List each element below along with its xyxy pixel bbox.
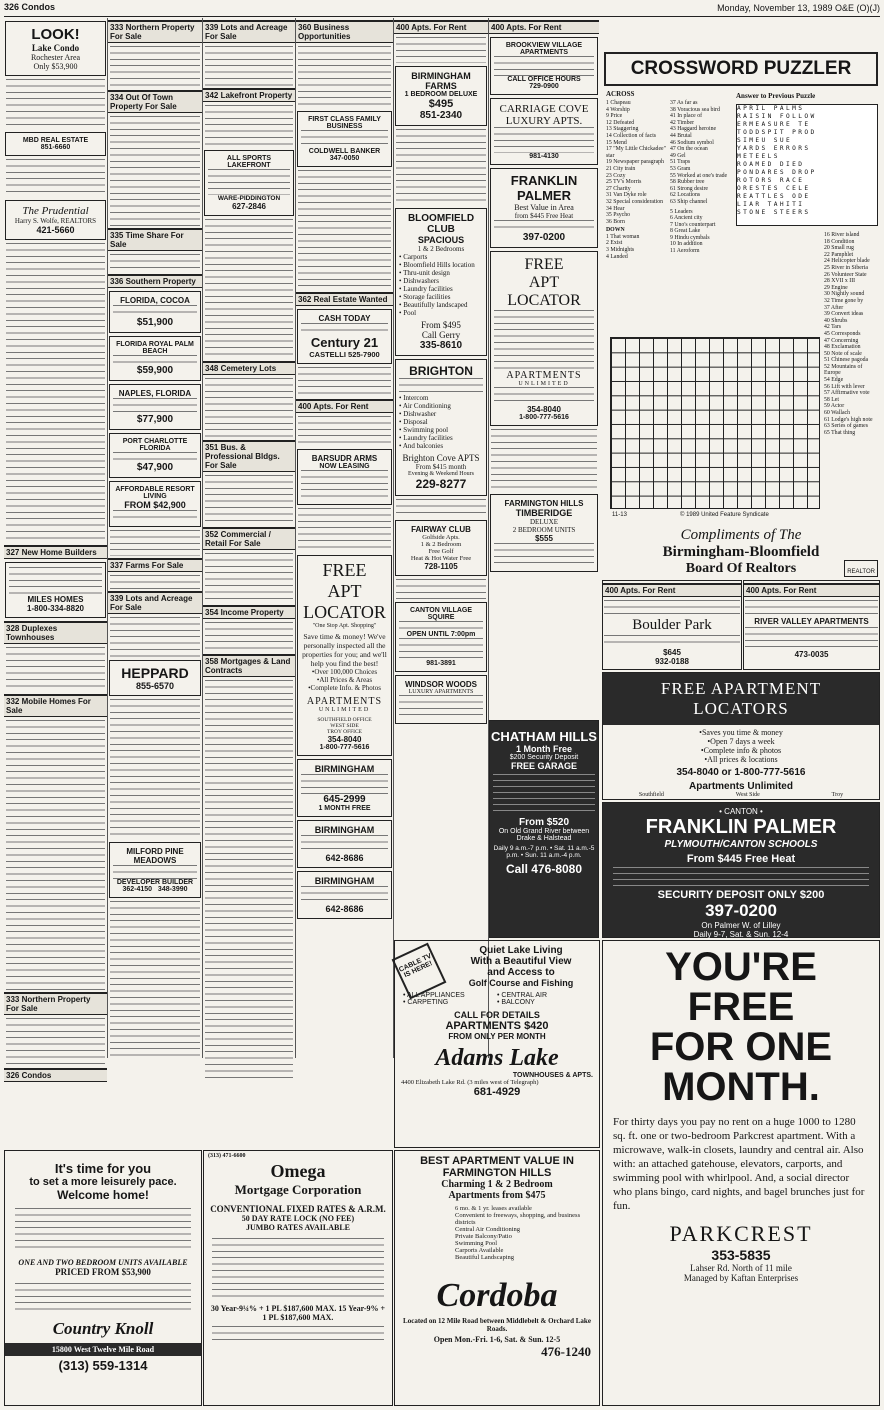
windsor-woods-ad: WINDSOR WOODS LUXURY APARTMENTS: [395, 675, 487, 724]
category-header: 358 Mortgages & Land Contracts: [203, 654, 295, 677]
column-5: [394, 18, 489, 1058]
parkcrest-logo: PARKCREST: [669, 1221, 813, 1246]
category-header: 333 Northern Property For Sale: [108, 20, 202, 43]
category-header: 351 Bus. & Professional Bldgs. For Sale: [203, 440, 295, 472]
category-header: 339 Lots and Acreage For Sale: [108, 591, 202, 614]
miles-homes-ad: [5, 562, 106, 618]
category-header: 400 Apts. For Rent: [296, 399, 393, 413]
look-headline: LOOK!: [31, 26, 80, 43]
century21-ad: CASH TODAY Century 21 CASTELLI 525-7900: [297, 309, 392, 364]
cordoba-logo: Cordoba: [436, 1277, 558, 1314]
miles-name: MILES HOMES: [27, 595, 84, 604]
bloomfield-club-ad: BLOOMFIELD CLUB SPACIOUS 1 & 2 Bedrooms • Carports • Bloomfield Hills location • Thru-unit design • Dishwashers • Laundry facilities • Storage facilities • Beautifully landscaped • Pool From $495 Call Gerry 335-8610: [395, 208, 487, 356]
category-header: 337 Farms For Sale: [108, 558, 202, 572]
prudential-phone: 421-5660: [36, 225, 75, 235]
listing-text: [6, 79, 105, 129]
first-class-ad: FIRST CLASS FAMILY BUSINESS COLDWELL BANKER 347-0050: [297, 111, 392, 167]
affordable-resort-ad: AFFORDABLE RESORT LIVING FROM $42,900: [109, 481, 201, 527]
category-header: 332 Mobile Homes For Sale: [4, 694, 107, 717]
column-6: [489, 18, 599, 738]
page-header: [4, 2, 880, 17]
category-header: 352 Commercial / Retail For Sale: [203, 527, 295, 550]
across-clues: 1 Chapeau 4 Worship 9 Price 12 Defeated 13 Staggering 14 Collection of facts 15 Mend 17 "My Little Chickadee" star 19 Newspaper paragraph 21 City train 23 Cozy 25 TV's Morris 27 Charity 31 Van Dyke role 32 Special consideration 34 Hear 35 Psycho 36 Born DOWN 1 That woman 2 Exist 3 Midnights 4 Landed: [606, 100, 666, 260]
free-apartment-locators-ad: FREE APARTMENT LOCATORS •Saves you time & money •Open 7 days a week •Complete info & photos •All prices & locations 354-8040 or 1-800-777-5616 Apartments Unlimited Southfield West Side Troy: [602, 672, 880, 800]
section-label: 326 Condos: [4, 2, 56, 12]
farmington-timberidge-ad: FARMINGTON HILLS TIMBERIDGE DELUXE 2 BEDROOM UNITS $555: [490, 494, 598, 572]
category-header: 336 Southern Property: [108, 274, 202, 288]
edition-tag: (O)(J): [856, 3, 880, 13]
category-header: 362 Real Estate Wanted: [296, 292, 393, 306]
category-header: 328 Duplexes Townhouses: [4, 621, 107, 644]
miles-phone: 1-800-334-8820: [27, 604, 84, 613]
milford-pine-ad: MILFORD PINE MEADOWS DEVELOPER BUILDER 362-4150 348-3990: [109, 842, 201, 898]
category-header: 348 Cemetery Lots: [203, 361, 295, 375]
column-1: [4, 18, 108, 1080]
crossword-grid[interactable]: [610, 337, 820, 509]
column-2: [108, 18, 203, 1058]
birmingham-3-ad: BIRMINGHAM 642-8686: [297, 871, 392, 919]
across-clues-2: 37 As far as 38 Voracious sea bird 41 In place of 42 Timber 43 Haggard heroine 44 Brutal 46 Sodium symbol 47 On the ocean 49 Gel 51 Traps 53 Gram 55 Worked at one's trade 58 Rubber tree 61 Strong desire 62 Locations 63 Ship channel 5 Leaders 6 Ancient city 7 Uno's counterpart 8 Great Lake 9 Hindu cymbals 10 In addition 11 Aeroform: [670, 100, 728, 255]
all-sports-ad: ALL SPORTS LAKEFRONT WARE-PIDDINGTON 627-2846: [204, 150, 294, 216]
answer-rows: APRIL PALMS RAISIN FOLLOW ERMEASURE TE TODDSPIT PROD SIMEU SUE YARDS ERRORS METEELS ROAMED DIED PONDARES DROP ROTORS RACE ORESTES CELE REATTLES ODE LIAR TAHITI STONE STEERS: [736, 104, 878, 226]
birmingham-2-ad: BIRMINGHAM 642-8686: [297, 820, 392, 868]
free-apt-locator-small: FREE APT LOCATOR APARTMENTS UNLIMITED 354-8040 1-800-777-5616: [490, 251, 598, 426]
port-charlotte-ad: PORT CHARLOTTE FLORIDA $47,900: [109, 433, 201, 478]
omega-mortgage-ad: (313) 471-6600 Omega Mortgage Corporation CONVENTIONAL FIXED RATES & A.R.M. 50 DAY RATE LOCK (NO FEE) JUMBO RATES AVAILABLE 30 Year-9¼% + 1 PL $187,600 MAX. 15 Year-9% + 1 PL $187,600 MAX.: [203, 1150, 393, 1406]
omega-logo: Omega: [270, 1161, 326, 1181]
brookview-ad: BROOKVIEW VILLAGE APARTMENTS CALL OFFICE HOURS 729-0900: [490, 37, 598, 95]
chatham-hills-ad: CHATHAM HILLS 1 Month Free $200 Security Deposit FREE GARAGE From $520 On Old Grand River between Drake & Halstead Daily 9 a.m.-7 p.m. • Sat. 11 a.m.-5 p.m. • Sun. 11 a.m.-4 p.m. Call 476-8080: [489, 720, 599, 938]
mbd-phone: 851-6660: [40, 144, 71, 151]
category-header: 339 Lots and Acreage For Sale: [203, 20, 295, 43]
country-knoll-ad: It's time for you to set a more leisurely pace. Welcome home! ONE AND TWO BEDROOM UNITS AVAILABLE PRICED FROM $53,900 Country Knoll 15800 West Twelve Mile Road (313) 559-1314: [4, 1150, 202, 1406]
category-header: 333 Northern Property For Sale: [4, 992, 107, 1015]
category-header: 326 Condos: [4, 1068, 107, 1082]
prudential-agent: Harry S. Wolfe, REALTORS: [14, 217, 97, 225]
look-lake-condo-ad: [5, 21, 106, 76]
listing-text: [6, 647, 105, 692]
canton-village-ad: CANTON VILLAGE SQUIRE OPEN UNTIL 7:00pm 981-3891: [395, 602, 487, 672]
free-apt-locator-ad: FREE APT LOCATOR "One Stop Apt. Shopping" Save time & money! We've personally inspected all the properties for you; and we'll help you find the best! •Over 100,000 Choices •All Prices & Areas •Complete Info. & Photos APARTMENTS UNLIMITED SOUTHFIELD OFFICE WEST SIDE TROY OFFICE 354-8040 1-800-777-5616: [297, 555, 392, 756]
category-header: 327 New Home Builders: [4, 545, 107, 559]
franklin-palmer-ad: • CANTON • FRANKLIN PALMER PLYMOUTH/CANTON SCHOOLS From $445 Free Heat SECURITY DEPOSIT ONLY $200 397-0200 On Palmer W. of Lilley Daily 9-7, Sat. & Sun. 12-4: [602, 802, 880, 938]
birmingham-lincoln-ad: BIRMINGHAM 645-2999 1 MONTH FREE: [297, 759, 392, 817]
franklin-palmer-small-ad: FRANKLIN PALMER Best Value in Area from $445 Free Heat 397-0200: [490, 168, 598, 248]
across-heading: ACROSS: [606, 90, 635, 98]
category-header: 400 Apts. For Rent: [489, 20, 599, 34]
mbd-ad: [5, 132, 106, 156]
listing-text: [6, 243, 105, 543]
country-knoll-logo: Country Knoll: [52, 1319, 154, 1338]
adams-lake-ad: CABLE TV IS HERE! Quiet Lake Living With a Beautiful View and Access to Golf Course and Fishing • ALL APPLIANCES • CENTRAL AIR • CARPETING • BALCONY CALL FOR DETAILS APARTMENTS $420 FROM ONLY PER MONTH Adams Lake TOWNHOUSES & APTS. 4400 Elizabeth Lake Rd. (3 miles west of Telegraph) 681-4929: [394, 940, 600, 1148]
river-valley-column: 400 Apts. For Rent RIVER VALLEY APARTMENTS 473-0035: [743, 580, 880, 670]
boulder-park-column: 400 Apts. For Rent Boulder Park $645 932-0188: [602, 580, 742, 670]
category-header: 400 Apts. For Rent: [394, 20, 488, 34]
down-clues: 16 River island 18 Condition 20 Small rug 22 Pamphlet 24 Helicopter blade 25 River in Siberia 26 Volunteer State 28 XVII x III 29 Engine 30 Nightly sound 32 Time gone by 37 After 39 Convert ideas 40 Shrubs 42 Tars 45 Corresponds 47 Concerning 48 Exclamation 50 Note of scale 51 Chinese pagoda 52 Mountains of Europe 54 Edge 56 Lift with lever 57 Affirmative vote 58 Let 59 Actor 60 Wallach 61 Lodge's high note 63 Series of games 65 That thing: [824, 232, 873, 436]
compliments-ad: Compliments of The Birmingham-Bloomfield Board Of Realtors REALTOR: [602, 527, 880, 577]
birmingham-farms-ad: BIRMINGHAM FARMS 1 BEDROOM DELUXE $495 851-2340: [395, 66, 487, 126]
syndicate-credit: © 1989 United Feature Syndicate: [680, 512, 769, 518]
brighton-ad: BRIGHTON • Intercom • Air Conditioning • Dishwasher • Disposal • Swimming pool • Laundry facilities • And balconies Brighton Cove APTS From $415 month Evening & Weekend Hours 229-8277: [395, 359, 487, 496]
realtor-logo: REALTOR: [844, 560, 878, 577]
category-header: 360 Business Opportunities: [296, 20, 393, 43]
florida-cocoa-ad: FLORIDA, COCOA $51,900: [109, 291, 201, 333]
adams-lake-logo: Adams Lake: [435, 1045, 559, 1071]
look-line2: Lake Condo: [31, 43, 80, 53]
column-4: [296, 18, 394, 1058]
fairway-club-ad: FAIRWAY CLUB Golfside Apts. 1 & 2 Bedroom Free Golf Heat & Hot Water Free 728-1105: [395, 520, 487, 576]
column-3: [203, 18, 296, 1058]
puzzle-id: 11-13: [612, 512, 627, 518]
category-header: 354 Income Property: [203, 605, 295, 619]
carriage-cove-ad: CARRIAGE COVE LUXURY APTS. 981-4130: [490, 98, 598, 165]
category-header: 335 Time Share For Sale: [108, 228, 202, 251]
dateline: Monday, November 13, 1989 O&E: [717, 3, 854, 13]
category-header: 334 Out Of Town Property For Sale: [108, 90, 202, 113]
royal-palm-ad: FLORIDA ROYAL PALM BEACH $59,900: [109, 336, 201, 381]
barsudr-ad: BARSUDR ARMS NOW LEASING: [297, 449, 392, 505]
category-header: 342 Lakefront Property: [203, 88, 295, 102]
listing-text: [6, 720, 105, 990]
look-line3: Rochester Area: [30, 53, 81, 62]
look-line4: Only $53,900: [33, 62, 78, 71]
mbd-name: MBD REAL ESTATE: [22, 137, 89, 144]
answer-heading: Answer to Previous Puzzle: [736, 92, 816, 100]
prudential-name: The Prudential: [22, 205, 89, 217]
listing-text: [6, 1018, 105, 1066]
heppard-ad: HEPPARD 855-6570: [109, 660, 201, 696]
naples-ad: NAPLES, FLORIDA $77,900: [109, 384, 201, 430]
crossword-title: CROSSWORD PUZZLER: [604, 52, 878, 86]
prudential-ad: [5, 200, 106, 240]
parkcrest-ad: YOU'RE FREE FOR ONE MONTH. For thirty days you pay no rent on a huge 1000 to 1280 sq. ft. one or two-bedroom Parkcrest apartment. With a microwave, walk-in closets, laundry and central air. Also with: an attached gatehouse, elevators, carports, and swimming pool with whirlpool. And, a social director who plans bingo, card nights, and bagel brunches just for fun. PARKCREST 353-5835 Lahser Rd. North of 11 mile Managed by Kaftan Enterprises: [602, 940, 880, 1406]
cordoba-ad: BEST APARTMENT VALUE IN FARMINGTON HILLS Charming 1 & 2 Bedroom Apartments from $475 6 mo. & 1 yr. leases available Convenient to freeways, shopping, and business districts Central Air Conditioning Private Balcony/Patio Swimming Pool Carports Available Beautiful Landscaping Cordoba Located on 12 Mile Road between Middlebelt & Orchard Lake Roads. Open Mon.-Fri. 1-6, Sat. & Sun. 12-5 476-1240: [394, 1150, 600, 1406]
apartments-unlimited-logo: Apartments Unlimited: [689, 781, 793, 792]
cable-tv-badge: CABLE TV IS HERE!: [392, 943, 447, 1000]
listing-text: [6, 159, 105, 197]
